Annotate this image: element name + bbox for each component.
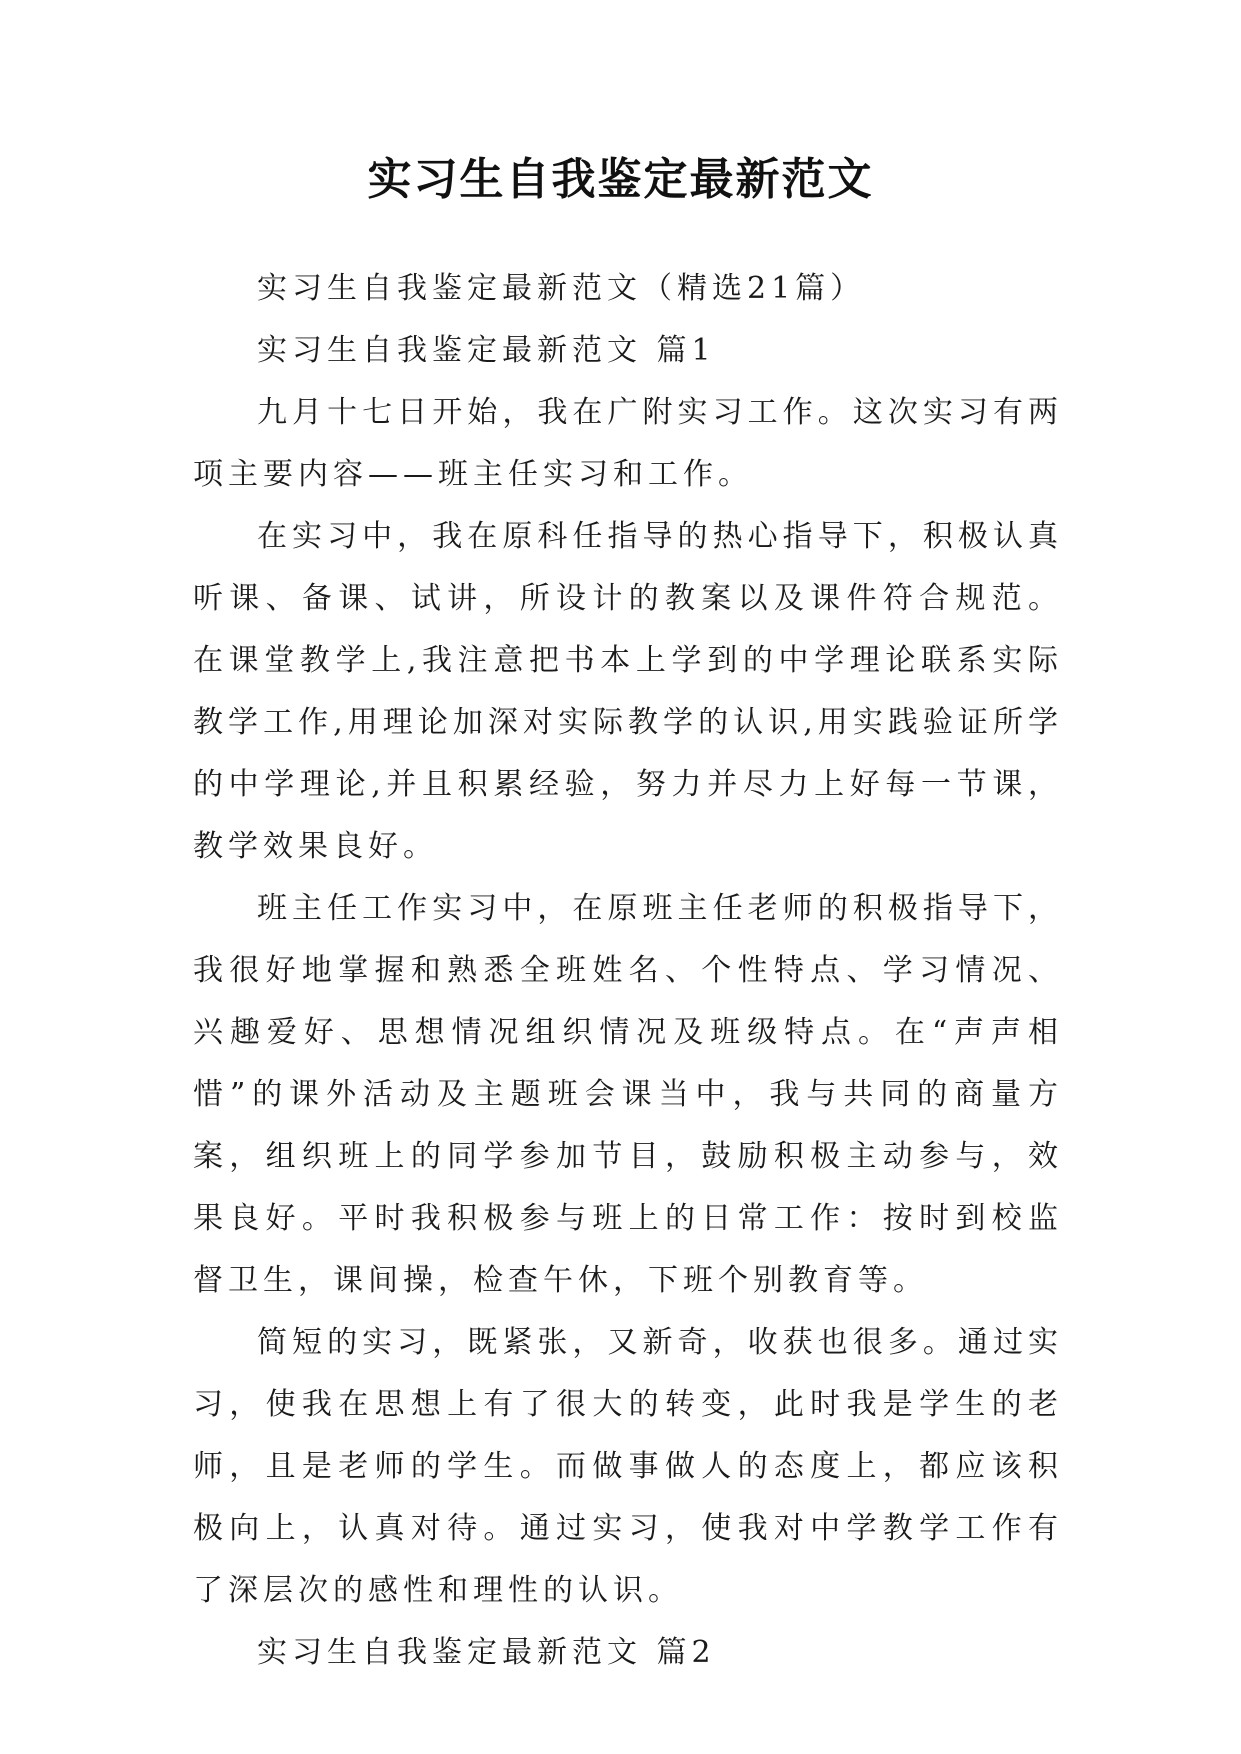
paragraph-collection-heading: 实习生自我鉴定最新范文（精选21篇）: [257, 271, 866, 306]
paragraph-class-teacher: 班主任工作实习中，在原班主任老师的积极指导下，我很好地掌握和熟悉全班姓名、个性特点、学习情况、兴趣爱好、思想情况组织情况及班级特点。在“声声相惜”的课外活动及主题班会课当中，我与共同的商量方案，组织班上的同学参加节目，鼓励积极主动参与，效果良好。平时我积极参与班上的日常工作：按时到校监督卫生，课间操，检查午休，下班个别教育等。: [193, 891, 1063, 1298]
paragraph-section-heading-2: 实习生自我鉴定最新范文 篇2: [257, 1635, 716, 1670]
document-body: [193, 258, 1063, 1684]
paragraph-intro: 九月十七日开始，我在广附实习工作。这次实习有两项主要内容——班主任实习和工作。: [193, 395, 1063, 492]
paragraph-section-heading-1: 实习生自我鉴定最新范文 篇1: [257, 333, 716, 368]
paragraph-summary: 简短的实习，既紧张，又新奇，收获也很多。通过实习，使我在思想上有了很大的转变，此时我是学生的老师，且是老师的学生。而做事做人的态度上，都应该积极向上，认真对待。通过实习，使我对中学教学工作有了深层次的感性和理性的认识。: [193, 1325, 1063, 1608]
document-title: 实习生自我鉴定最新范文: [367, 154, 874, 205]
paragraph-teaching: 在实习中，我在原科任指导的热心指导下，积极认真听课、备课、试讲，所设计的教案以及课件符合规范。在课堂教学上,我注意把书本上学到的中学理论联系实际教学工作,用理论加深对实际教学的认识,用实践验证所学的中学理论,并且积累经验，努力并尽力上好每一节课，教学效果良好。: [193, 519, 1063, 864]
